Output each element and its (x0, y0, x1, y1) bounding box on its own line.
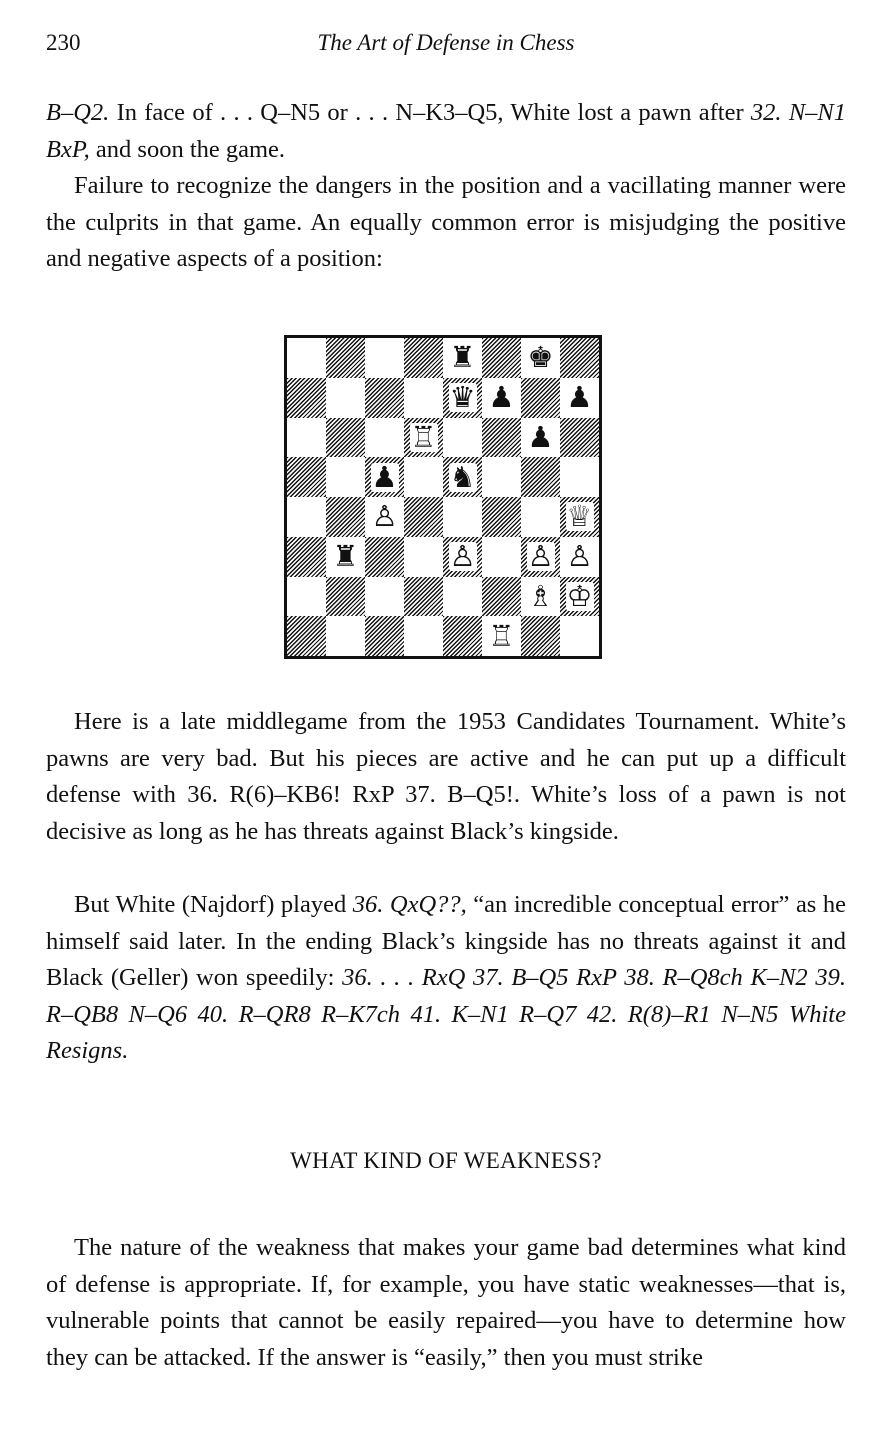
black-pawn-icon: ♟ (371, 459, 398, 494)
board-square (482, 537, 521, 577)
paragraph-text: “an incredible conceptual error” as he himself said later. In the ending Black’s kingside has no threats against it and Black (Geller) won speedily: (46, 891, 846, 991)
paragraph-text: and soon the game. (89, 135, 286, 163)
running-head (46, 30, 846, 64)
white-king-icon: ♔ (566, 578, 593, 613)
board-square (482, 616, 521, 656)
board-square (560, 418, 599, 458)
game-continuation: 36. . . . RxQ 37. B–Q5 RxP 38. R–Q8ch K–N2 39. R–QB8 N–Q6 40. R–QR8 R–K7ch 41. K–N1 R–Q7 42. R(8)–R1 N–N5 White Resigns. (46, 964, 846, 1064)
black-pawn-icon: ♟ (488, 380, 515, 415)
black-pawn-icon: ♟ (566, 380, 593, 415)
board-square (482, 497, 521, 537)
board-square (443, 616, 482, 656)
board-square (365, 616, 404, 656)
board-square (521, 338, 560, 378)
board-square (560, 338, 599, 378)
board-square (365, 457, 404, 497)
paragraph-3: Here is a late middlegame from the 1953 Candidates Tournament. White’s pawns are very bad. But his pieces are active and he can put up a difficult defense with 36. R(6)–KB6! RxP 37. B–Q5!. White’s loss of a pawn is not decisive as long as he has threats against Black’s kingside. (46, 708, 846, 845)
board-square (404, 497, 443, 537)
board-square (326, 338, 365, 378)
board-square (560, 497, 599, 537)
board-square (443, 418, 482, 458)
section-heading: WHAT KIND OF WEAKNESS? (290, 1148, 602, 1173)
board-square (560, 378, 599, 418)
white-rook-icon: ♖ (488, 618, 515, 653)
move-notation: 36. QxQ??, (352, 891, 467, 918)
board-square (443, 537, 482, 577)
board-square (443, 577, 482, 617)
board-square (482, 378, 521, 418)
board-square (404, 418, 443, 458)
board-square (287, 537, 326, 577)
board-square (404, 457, 443, 497)
board-square (521, 577, 560, 617)
board-square (365, 497, 404, 537)
board-square (482, 577, 521, 617)
board-square (326, 497, 365, 537)
board-square (365, 418, 404, 458)
move-notation: 32. N–N1 BxP, (46, 99, 846, 163)
board-square (326, 577, 365, 617)
board-square (365, 577, 404, 617)
board-square (404, 577, 443, 617)
board-square (482, 418, 521, 458)
white-pawn-icon: ♙ (371, 499, 398, 534)
board-square (365, 338, 404, 378)
paragraph-1 (46, 95, 846, 168)
white-pawn-icon: ♙ (449, 539, 476, 574)
board-square (521, 418, 560, 458)
black-rook-icon: ♜ (332, 539, 359, 574)
paragraph-text: But White (Najdorf) played (74, 891, 353, 918)
board-square (287, 497, 326, 537)
board-square (287, 378, 326, 418)
board-square (521, 457, 560, 497)
board-square (326, 378, 365, 418)
board-square (560, 616, 599, 656)
board-square (443, 497, 482, 537)
board-square (365, 378, 404, 418)
black-rook-icon: ♜ (449, 340, 476, 375)
board-square (365, 537, 404, 577)
white-pawn-icon: ♙ (527, 539, 554, 574)
board-square (560, 577, 599, 617)
board-square (482, 338, 521, 378)
board-square (521, 497, 560, 537)
black-knight-icon: ♞ (449, 459, 476, 494)
chess-diagram (284, 335, 602, 659)
board-square (521, 378, 560, 418)
board-square (287, 616, 326, 656)
white-pawn-icon: ♙ (566, 539, 593, 574)
paragraph-4 (46, 887, 846, 1070)
board-square (326, 537, 365, 577)
paragraph-5: The nature of the weakness that makes your game bad determines what kind of defense is appropriate. If, for example, you have static weaknesses—that is, vulnerable points that cannot be easily repaired—you have to determine how they can be attacked. If the answer is “easily,” then you must strike (46, 1234, 846, 1371)
board-square (482, 457, 521, 497)
paragraph-2: Failure to recognize the dangers in the position and a vacillating manner were the culprits in that game. An equally common error is misjudging the positive and negative aspects of a position: (46, 172, 846, 272)
board-square (521, 537, 560, 577)
board-square (443, 338, 482, 378)
board-square (443, 457, 482, 497)
board-square (287, 457, 326, 497)
book-title: The Art of Defense in Chess (317, 30, 575, 55)
board-square (287, 418, 326, 458)
move-notation: B–Q2. (46, 99, 110, 126)
board-square (287, 338, 326, 378)
board-square (404, 378, 443, 418)
black-king-icon: ♚ (527, 340, 554, 375)
board-square (326, 418, 365, 458)
board-square (404, 537, 443, 577)
board-square (521, 616, 560, 656)
black-queen-icon: ♛ (449, 380, 476, 415)
paragraph-text: In face of . . . Q–N5 or . . . N–K3–Q5, White lost a pawn after (109, 99, 751, 126)
white-rook-icon: ♖ (410, 419, 437, 454)
board-square (326, 457, 365, 497)
board-square (443, 378, 482, 418)
board-square (287, 577, 326, 617)
black-pawn-icon: ♟ (527, 419, 554, 454)
board-square (560, 537, 599, 577)
white-queen-icon: ♕ (566, 499, 593, 534)
board-square (404, 338, 443, 378)
white-bishop-icon: ♗ (527, 578, 554, 613)
board-square (560, 457, 599, 497)
page-number: 230 (46, 30, 81, 55)
board-square (404, 616, 443, 656)
board-square (326, 616, 365, 656)
